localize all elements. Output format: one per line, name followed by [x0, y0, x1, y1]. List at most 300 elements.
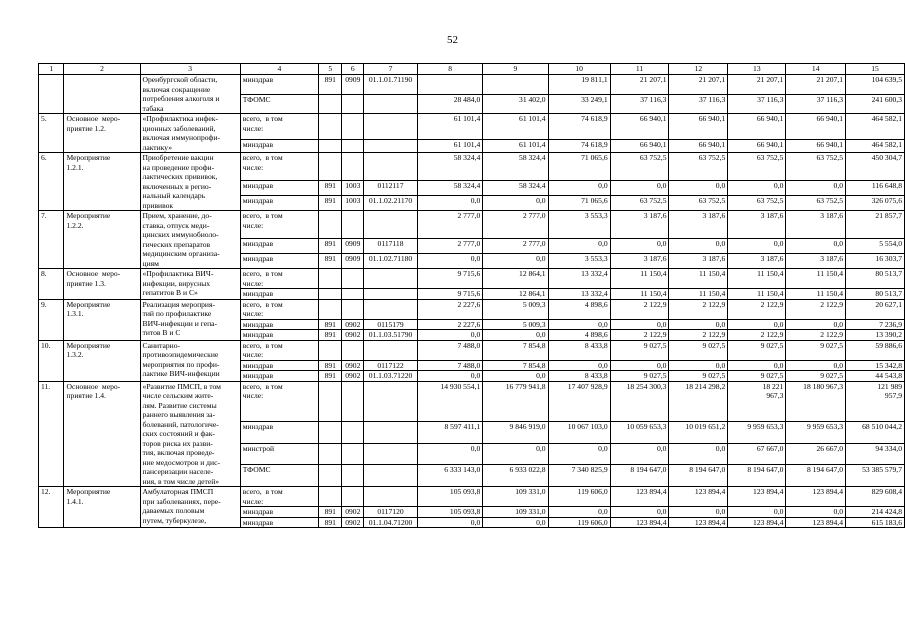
section-code: 0902 [342, 319, 364, 330]
amount-cell: 61 101,4 [417, 114, 482, 140]
budget-code [319, 114, 342, 140]
amount-cell: 58 324,4 [417, 181, 482, 196]
budget-code [319, 139, 342, 152]
table-row [39, 487, 905, 507]
amount-cell: 0,0 [610, 443, 669, 465]
amount-cell: 9 027,5 [786, 340, 846, 360]
budget-code [319, 443, 342, 465]
amount-cell: 0,0 [483, 254, 548, 269]
measure-description: Приобретение вакцин на проведение профи- лактических прививок, включенных в регио- нальный календарь прививок [140, 153, 240, 211]
column-number-row [39, 64, 905, 75]
amount-cell: 464 582,1 [846, 114, 905, 140]
section-code [342, 114, 364, 140]
target-article-code: 0117118 [364, 239, 418, 254]
executor: минздрав [240, 319, 318, 330]
amount-cell: 66 940,1 [728, 114, 786, 140]
amount-cell: 66 940,1 [669, 114, 728, 140]
amount-cell: 37 116,3 [610, 94, 669, 114]
amount-cell: 71 065,6 [548, 196, 610, 211]
amount-cell: 0,0 [548, 181, 610, 196]
amount-cell: 7 488,0 [417, 340, 482, 360]
column-number: 3 [140, 64, 240, 75]
amount-cell: 119 606,0 [548, 517, 610, 528]
amount-cell: 67 667,0 [728, 443, 786, 465]
target-article-code [364, 299, 418, 319]
table-row [39, 340, 905, 360]
amount-cell: 123 894,4 [728, 487, 786, 507]
column-number: 12 [669, 64, 728, 75]
amount-cell: 0,0 [483, 330, 548, 341]
amount-cell: 0,0 [417, 517, 482, 528]
amount-cell: 0,0 [669, 239, 728, 254]
budget-code: 891 [319, 360, 342, 371]
budget-code [319, 422, 342, 444]
amount-cell: 80 513,7 [846, 269, 905, 289]
section-code: 0902 [342, 507, 364, 518]
amount-cell: 68 510 044,2 [846, 422, 905, 444]
amount-cell: 17 407 928,9 [548, 381, 610, 422]
amount-cell: 121 989 957,9 [846, 381, 905, 422]
amount-cell: 0,0 [728, 181, 786, 196]
measure-description: «Развитие ПМСП, в том числе сельским жите- лям. Развитие системы раннего выявления за- болеваний, патологиче- ских состояний и фак- торов риска их разви- тия, включая проведе- ние медосмотров и дис- пансеризации населе- ния, в том числе детей» [140, 381, 240, 487]
amount-cell: 6 333 143,0 [417, 465, 482, 487]
executor: минздрав [240, 360, 318, 371]
executor: всего, в том числе: [240, 340, 318, 360]
amount-cell: 63 752,5 [728, 196, 786, 211]
amount-cell: 2 122,9 [786, 330, 846, 341]
amount-cell: 109 331,0 [483, 507, 548, 518]
budget-code: 891 [319, 330, 342, 341]
column-number: 7 [364, 64, 418, 75]
target-article-code: 0115179 [364, 319, 418, 330]
amount-cell [483, 75, 548, 95]
amount-cell: 8 194 647,0 [669, 465, 728, 487]
item-number: 8. [39, 269, 64, 300]
target-article-code [364, 269, 418, 289]
measure-name: Мероприятие 1.3.1. [64, 299, 140, 340]
item-number [39, 75, 64, 114]
measure-name: Мероприятие 1.2.1. [64, 153, 140, 211]
column-number: 11 [610, 64, 669, 75]
target-article-code: 01.1.02.21170 [364, 196, 418, 211]
amount-cell: 0,0 [669, 507, 728, 518]
budget-code [319, 487, 342, 507]
amount-cell: 0,0 [548, 443, 610, 465]
amount-cell: 63 752,5 [669, 153, 728, 181]
amount-cell: 26 667,0 [786, 443, 846, 465]
amount-cell: 119 606,0 [548, 487, 610, 507]
section-code [342, 340, 364, 360]
amount-cell: 4 898,6 [548, 330, 610, 341]
funding-table [38, 63, 905, 528]
executor: минздрав [240, 181, 318, 196]
amount-cell: 11 150,4 [669, 289, 728, 300]
amount-cell: 8 194 647,0 [610, 465, 669, 487]
measure-name: Мероприятие 1.3.2. [64, 340, 140, 381]
amount-cell: 0,0 [728, 360, 786, 371]
measure-description: Санитарно- противоэпидемические мероприятия по профи- лактике ВИЧ-инфекции [140, 340, 240, 381]
amount-cell: 2 227,6 [417, 319, 482, 330]
amount-cell: 21 857,7 [846, 211, 905, 239]
amount-cell: 0,0 [610, 507, 669, 518]
amount-cell: 123 894,4 [610, 487, 669, 507]
budget-code: 891 [319, 319, 342, 330]
amount-cell: 58 324,4 [417, 153, 482, 181]
section-code [342, 487, 364, 507]
executor: ТФОМС [240, 94, 318, 114]
amount-cell: 0,0 [728, 319, 786, 330]
amount-cell: 2 777,0 [483, 211, 548, 239]
column-number: 14 [786, 64, 846, 75]
amount-cell: 11 150,4 [610, 289, 669, 300]
amount-cell: 59 886,6 [846, 340, 905, 360]
executor: минздрав [240, 517, 318, 528]
amount-cell: 0,0 [548, 239, 610, 254]
amount-cell: 0,0 [786, 360, 846, 371]
budget-code [319, 340, 342, 360]
amount-cell: 21 207,1 [728, 75, 786, 95]
table-row [39, 114, 905, 140]
amount-cell: 0,0 [417, 443, 482, 465]
amount-cell: 464 582,1 [846, 139, 905, 152]
amount-cell: 19 811,1 [548, 75, 610, 95]
amount-cell: 63 752,5 [786, 196, 846, 211]
amount-cell: 5 009,3 [483, 299, 548, 319]
executor: минздрав [240, 196, 318, 211]
amount-cell: 2 122,9 [786, 299, 846, 319]
amount-cell: 9 959 653,3 [728, 422, 786, 444]
amount-cell: 63 752,5 [728, 153, 786, 181]
amount-cell: 0,0 [786, 319, 846, 330]
amount-cell: 8 597 411,1 [417, 422, 482, 444]
budget-code: 891 [319, 75, 342, 95]
target-article-code [364, 289, 418, 300]
amount-cell: 105 093,8 [417, 507, 482, 518]
amount-cell: 63 752,5 [610, 196, 669, 211]
section-code [342, 465, 364, 487]
measure-name: Мероприятие 1.2.2. [64, 211, 140, 269]
amount-cell: 0,0 [548, 319, 610, 330]
table-row [39, 211, 905, 239]
amount-cell: 33 249,1 [548, 94, 610, 114]
amount-cell: 61 101,4 [417, 139, 482, 152]
section-code: 0909 [342, 254, 364, 269]
amount-cell: 615 183,6 [846, 517, 905, 528]
amount-cell: 63 752,5 [669, 196, 728, 211]
section-code: 0909 [342, 75, 364, 95]
amount-cell: 7 854,8 [483, 360, 548, 371]
budget-code [319, 289, 342, 300]
measure-name: Основное меро- приятие 1.3. [64, 269, 140, 300]
amount-cell: 63 752,5 [786, 153, 846, 181]
amount-cell: 2 122,9 [669, 330, 728, 341]
target-article-code [364, 139, 418, 152]
target-article-code [364, 211, 418, 239]
amount-cell: 2 227,6 [417, 299, 482, 319]
amount-cell: 0,0 [610, 239, 669, 254]
column-number: 10 [548, 64, 610, 75]
amount-cell: 0,0 [786, 239, 846, 254]
column-number: 6 [342, 64, 364, 75]
amount-cell: 10 067 103,0 [548, 422, 610, 444]
measure-name: Основное меро- приятие 1.2. [64, 114, 140, 153]
target-article-code [364, 381, 418, 422]
column-number: 5 [319, 64, 342, 75]
budget-code [319, 381, 342, 422]
table-row [39, 75, 905, 95]
target-article-code [364, 487, 418, 507]
budget-code: 891 [319, 239, 342, 254]
section-code: 1003 [342, 181, 364, 196]
executor: всего, в том числе: [240, 381, 318, 422]
section-code: 0902 [342, 371, 364, 382]
amount-cell: 21 207,1 [786, 75, 846, 95]
table-body [39, 64, 905, 528]
amount-cell: 21 207,1 [610, 75, 669, 95]
section-code [342, 289, 364, 300]
amount-cell: 11 150,4 [786, 269, 846, 289]
target-article-code: 01.1.03.71220 [364, 371, 418, 382]
amount-cell: 0,0 [483, 517, 548, 528]
budget-code: 891 [319, 507, 342, 518]
column-number: 13 [728, 64, 786, 75]
section-code: 0909 [342, 239, 364, 254]
column-number: 2 [64, 64, 140, 75]
amount-cell: 0,0 [669, 360, 728, 371]
target-article-code: 01.1.04.71200 [364, 517, 418, 528]
amount-cell: 58 324,4 [483, 181, 548, 196]
section-code [342, 211, 364, 239]
amount-cell: 0,0 [728, 239, 786, 254]
amount-cell: 829 608,4 [846, 487, 905, 507]
budget-code: 891 [319, 254, 342, 269]
executor: всего, в том числе: [240, 487, 318, 507]
target-article-code [364, 465, 418, 487]
item-number: 6. [39, 153, 64, 211]
column-number: 4 [240, 64, 318, 75]
section-code [342, 139, 364, 152]
amount-cell: 18 180 967,3 [786, 381, 846, 422]
amount-cell: 9 027,5 [669, 371, 728, 382]
amount-cell: 0,0 [548, 360, 610, 371]
amount-cell: 3 187,6 [786, 211, 846, 239]
amount-cell: 0,0 [417, 196, 482, 211]
amount-cell: 0,0 [417, 254, 482, 269]
amount-cell: 7 236,9 [846, 319, 905, 330]
section-code [342, 94, 364, 114]
amount-cell: 9 027,5 [610, 371, 669, 382]
executor: минздрав [240, 239, 318, 254]
amount-cell: 53 385 579,7 [846, 465, 905, 487]
section-code [342, 269, 364, 289]
budget-code [319, 94, 342, 114]
section-code [342, 422, 364, 444]
amount-cell: 66 940,1 [786, 114, 846, 140]
amount-cell: 123 894,4 [669, 487, 728, 507]
amount-cell: 6 933 022,8 [483, 465, 548, 487]
amount-cell: 11 150,4 [728, 289, 786, 300]
amount-cell: 11 150,4 [786, 289, 846, 300]
amount-cell: 94 334,0 [846, 443, 905, 465]
amount-cell: 10 059 653,3 [610, 422, 669, 444]
amount-cell: 9 027,5 [728, 340, 786, 360]
section-code [342, 381, 364, 422]
amount-cell: 9 027,5 [728, 371, 786, 382]
target-article-code: 0117122 [364, 360, 418, 371]
amount-cell: 2 122,9 [610, 330, 669, 341]
amount-cell: 37 116,3 [669, 94, 728, 114]
measure-description: Амбулаторная ПМСП при заболеваниях, пере- даваемых половым путем, туберкулезе, [140, 487, 240, 528]
amount-cell: 123 894,4 [786, 517, 846, 528]
budget-code: 891 [319, 371, 342, 382]
measure-description: Прием, хранение, до- ставка, отпуск меди- цинских иммунобиоло- гических препаратов медицинским организа- циям [140, 211, 240, 269]
measure-name: Мероприятие 1.4.1. [64, 487, 140, 528]
amount-cell: 11 150,4 [610, 269, 669, 289]
amount-cell: 12 864,1 [483, 289, 548, 300]
amount-cell: 63 752,5 [610, 153, 669, 181]
amount-cell: 28 484,0 [417, 94, 482, 114]
amount-cell: 326 075,6 [846, 196, 905, 211]
budget-code [319, 299, 342, 319]
measure-description: Реализация мероприя- тий по профилактике ВИЧ-инфекции и гепа- титов В и С [140, 299, 240, 340]
amount-cell: 0,0 [483, 196, 548, 211]
target-article-code: 0112117 [364, 181, 418, 196]
amount-cell: 8 433,8 [548, 340, 610, 360]
section-code: 1003 [342, 196, 364, 211]
amount-cell: 37 116,3 [786, 94, 846, 114]
table-row [39, 381, 905, 422]
column-number: 1 [39, 64, 64, 75]
section-code: 0902 [342, 517, 364, 528]
amount-cell: 2 122,9 [728, 299, 786, 319]
target-article-code: 01.1.02.71180 [364, 254, 418, 269]
executor: минздрав [240, 75, 318, 95]
amount-cell: 3 187,6 [786, 254, 846, 269]
executor: всего, в том числе: [240, 269, 318, 289]
column-number: 15 [846, 64, 905, 75]
amount-cell: 9 715,6 [417, 289, 482, 300]
amount-cell: 58 324,4 [483, 153, 548, 181]
target-article-code [364, 153, 418, 181]
amount-cell: 74 618,9 [548, 114, 610, 140]
amount-cell: 10 019 651,2 [669, 422, 728, 444]
amount-cell: 80 513,7 [846, 289, 905, 300]
amount-cell: 21 207,1 [669, 75, 728, 95]
amount-cell: 11 150,4 [728, 269, 786, 289]
section-code [342, 153, 364, 181]
amount-cell: 0,0 [610, 360, 669, 371]
amount-cell: 116 648,8 [846, 181, 905, 196]
table-row [39, 269, 905, 289]
amount-cell: 9 027,5 [610, 340, 669, 360]
amount-cell: 3 553,3 [548, 254, 610, 269]
amount-cell: 0,0 [417, 330, 482, 341]
amount-cell: 2 122,9 [728, 330, 786, 341]
amount-cell: 5 009,3 [483, 319, 548, 330]
amount-cell: 123 894,4 [728, 517, 786, 528]
executor: всего, в том числе: [240, 299, 318, 319]
executor: минздрав [240, 422, 318, 444]
executor: минздрав [240, 139, 318, 152]
amount-cell: 74 618,9 [548, 139, 610, 152]
executor: минздрав [240, 330, 318, 341]
table-row [39, 153, 905, 181]
amount-cell: 0,0 [610, 181, 669, 196]
amount-cell: 8 194 647,0 [728, 465, 786, 487]
amount-cell: 2 122,9 [669, 299, 728, 319]
item-number: 11. [39, 381, 64, 487]
amount-cell: 66 940,1 [610, 139, 669, 152]
amount-cell: 2 777,0 [483, 239, 548, 254]
amount-cell: 0,0 [786, 507, 846, 518]
amount-cell: 13 332,4 [548, 269, 610, 289]
amount-cell: 3 187,6 [669, 254, 728, 269]
executor: минздрав [240, 289, 318, 300]
amount-cell: 8 194 647,0 [786, 465, 846, 487]
amount-cell: 66 940,1 [610, 114, 669, 140]
amount-cell: 16 303,7 [846, 254, 905, 269]
amount-cell: 0,0 [548, 507, 610, 518]
column-number: 8 [417, 64, 482, 75]
target-article-code [364, 94, 418, 114]
amount-cell: 4 898,6 [548, 299, 610, 319]
amount-cell [417, 75, 482, 95]
amount-cell: 3 553,3 [548, 211, 610, 239]
amount-cell: 214 424,8 [846, 507, 905, 518]
executor: всего, в том числе: [240, 153, 318, 181]
amount-cell: 31 402,0 [483, 94, 548, 114]
section-code: 0902 [342, 360, 364, 371]
executor: всего, в том числе: [240, 211, 318, 239]
target-article-code [364, 340, 418, 360]
amount-cell: 14 930 554,1 [417, 381, 482, 422]
amount-cell: 3 187,6 [610, 254, 669, 269]
target-article-code: 01.1.03.51790 [364, 330, 418, 341]
column-number: 9 [483, 64, 548, 75]
measure-name [64, 75, 140, 114]
amount-cell: 13 332,4 [548, 289, 610, 300]
amount-cell: 13 390,2 [846, 330, 905, 341]
amount-cell: 450 304,7 [846, 153, 905, 181]
amount-cell: 61 101,4 [483, 139, 548, 152]
amount-cell: 15 342,8 [846, 360, 905, 371]
target-article-code [364, 443, 418, 465]
amount-cell: 7 488,0 [417, 360, 482, 371]
amount-cell: 3 187,6 [669, 211, 728, 239]
amount-cell: 123 894,4 [610, 517, 669, 528]
amount-cell: 71 065,6 [548, 153, 610, 181]
amount-cell: 66 940,1 [786, 139, 846, 152]
amount-cell: 104 639,5 [846, 75, 905, 95]
amount-cell: 0,0 [610, 319, 669, 330]
amount-cell: 9 846 919,0 [483, 422, 548, 444]
amount-cell: 109 331,0 [483, 487, 548, 507]
executor: ТФОМС [240, 465, 318, 487]
amount-cell: 9 027,5 [786, 371, 846, 382]
executor: минздрав [240, 254, 318, 269]
measure-description: «Профилактика инфек- ционных заболеваний, включая иммунопрофи- лактику» [140, 114, 240, 153]
amount-cell: 18 214 298,2 [669, 381, 728, 422]
amount-cell: 61 101,4 [483, 114, 548, 140]
section-code [342, 299, 364, 319]
page-number: 52 [447, 34, 458, 46]
amount-cell: 18 254 300,3 [610, 381, 669, 422]
section-code: 0902 [342, 330, 364, 341]
amount-cell: 3 187,6 [728, 211, 786, 239]
executor: минздрав [240, 371, 318, 382]
amount-cell: 37 116,3 [728, 94, 786, 114]
amount-cell: 0,0 [483, 443, 548, 465]
